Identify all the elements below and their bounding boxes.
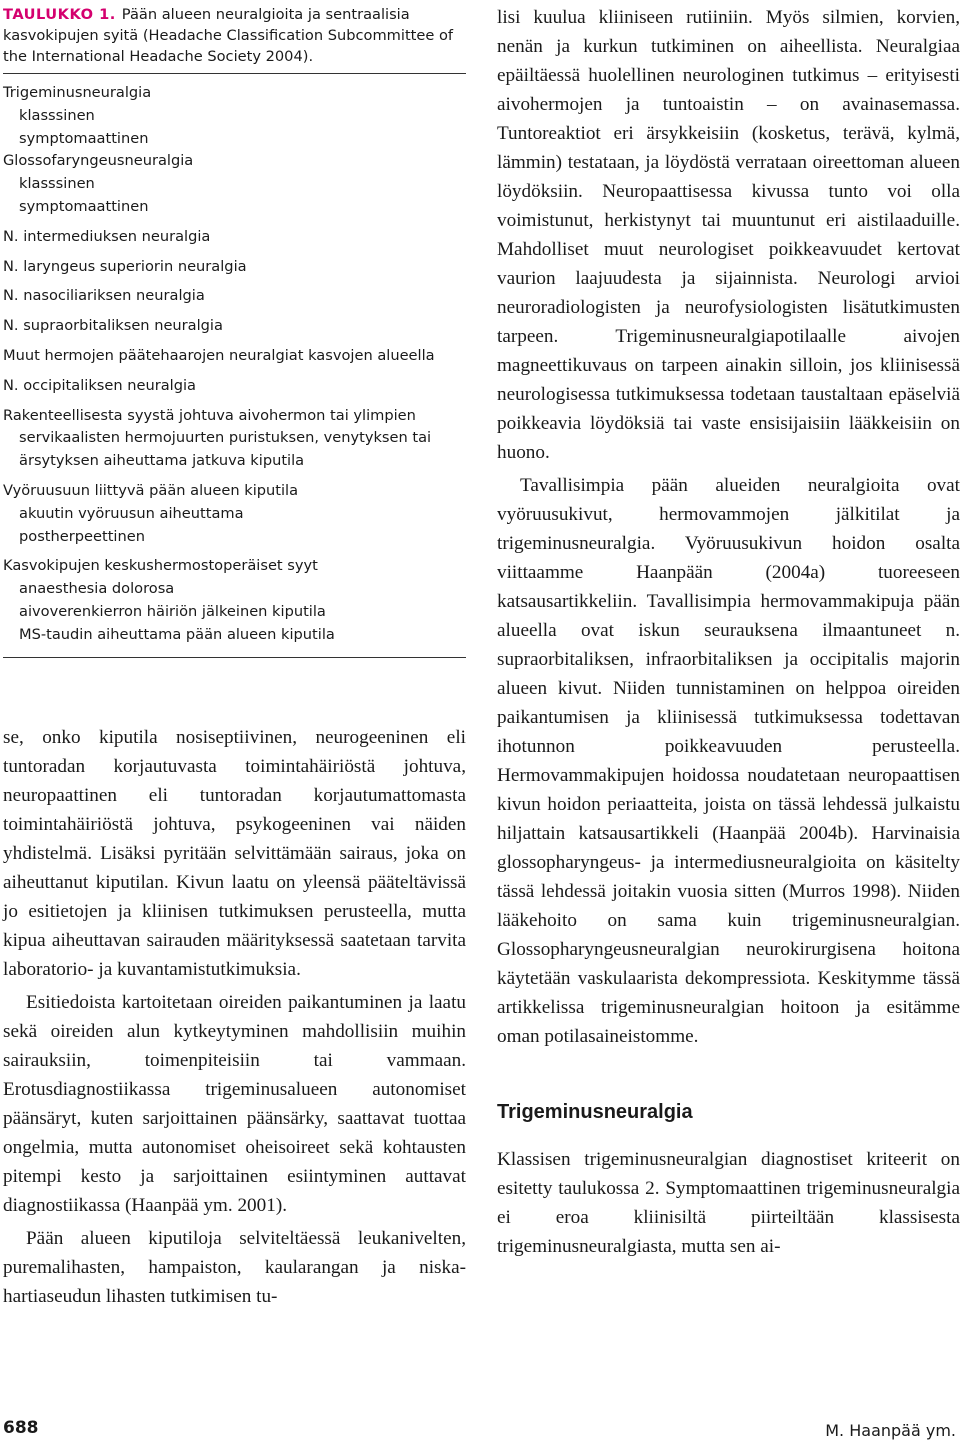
body-paragraph: lisi kuulua kliiniseen rutiiniin. Myös silmien, korvien, nenän ja kurkun tutkiminen on aiheellista. Neuralgiaa epäiltäessä huolellinen neurologinen tutkimus – erityisesti aivohermojen ja tuntoaistin – on avainasemassa. Tuntoreaktiot eri ärsykkeisiin (kosketus, terävä, kylmä, lämmin) testataan, ja löydöstä verrataan oireettoman alueen löydöksiin. Neuropaattisessa kivussa tunto voi olla voimistunut, herkistynyt tai muuntunut eri aistilaaduille. Mahdolliset muut neurologiset poikkeavuudet kertovat vaurion laajuudesta ja sijainnista. Neurologi arvioi neuroradiologisten ja neurofysiologisten lisätutkimusten tarpeen. Trigeminusneuralgiapotilaalle aivojen magneettikuvaus on tarpeen ainakin silloin, jos kliinisessä neurologisessa tutkimuksessa todetaan taustaltaan epäselviä poikkeavia löydöksiä tai vaste ensisijaisiin lääkkeisiin on huono. <box>497 7 960 463</box>
running-footer-author: M. Haanpää ym. <box>825 1421 956 1440</box>
section-heading: Trigeminusneuralgia <box>497 1101 693 1123</box>
page-number: 688 <box>3 1418 39 1438</box>
table-caption <box>3 4 466 74</box>
table-label: TAULUKKO 1. <box>3 6 116 23</box>
body-paragraph: Pään alueen kiputiloja selviteltäessä leukanivelten, puremalihasten, hampaiston, kaularangan ja niska-hartiaseudun lihasten tutkimisen tu- <box>3 1228 466 1307</box>
table-row-central-causes: Kasvokipujen keskushermostoperäiset syyt <box>3 557 318 575</box>
table-body <box>3 74 466 658</box>
body-paragraph: Klassisen trigeminusneuralgian diagnostiset kriteerit on esitetty taulukossa 2. Symptomaattinen trigeminusneuralgia ei eroa kliinisiltä piirteiltään klassisesta trigeminusneuralgiasta, mutta sen ai- <box>497 1149 960 1257</box>
table-subrow-classic: klasssinen <box>19 106 95 124</box>
table-subrow-symptomatic: symptomaattinen <box>19 197 149 215</box>
table-row-intermedius: N. intermediuksen neuralgia <box>3 227 211 245</box>
body-paragraph: Tavallisimpia pään alueiden neuralgioita ovat vyöruusukivut, hermovammojen jälkitilat ja trigeminusneuralgia. Vyöruusukivun hoidon osalta viittaamme Haanpään (2004a) tuoreeseen katsausartikkeliin. Tavallisimpia hermovammakipuja pään alueella ovat iskun seurauksena ilmaantuneet n. supraorbitaliksen, infraorbitaliksen ja occipitalis majorin alueen kivut. Niiden tunnistaminen on helppoa oireiden paikantumisen ja kliinisessä tutkimuksessa todettavan ihotunnon poikkeavuuden perusteella. Hermovammakipujen hoidossa noudatetaan neuropaattisen kivun hoidon periaatteita, joista on tässä lehdessä julkaistu hiljattain katsausartikkeli (Haanpää 2004b). Harvinaisia glossopharyngeus- ja intermediusneuralgioita on käsitelty tässä lehdessä joitakin vuosia sitten (Murros 1998). Niiden lääkehoito on sama kuin trigeminusneuralgian. Glossopharyngeusneuralgian neurokirurgisena hoitona käytetään vaskulaarista dekompressiota. Keskitymme tässä artikkelissa trigeminusneuralgian hoitoon ja esitämme oman potilasaineistomme. <box>497 475 960 1047</box>
table-1 <box>3 4 466 658</box>
table-subrow-postherpetic: postherpeettinen <box>19 527 145 545</box>
table-subrow-anaesthesia-dolorosa: anaesthesia dolorosa <box>19 580 175 598</box>
table-subrow-ms-pain: MS-taudin aiheuttama pään alueen kiputila <box>19 625 335 643</box>
table-row-occipitalis: N. occipitaliksen neuralgia <box>3 376 196 394</box>
table-row-herpes-zoster: Vyöruusuun liittyvä pään alueen kiputila <box>3 481 299 499</box>
right-column-text <box>497 3 960 1261</box>
table-subrow-symptomatic: symptomaattinen <box>19 129 149 147</box>
table-row-glossofaryngeusneuralgia: Glossofaryngeusneuralgia <box>3 152 194 170</box>
table-row-supraorbitalis: N. supraorbitaliksen neuralgia <box>3 317 223 335</box>
body-paragraph: se, onko kiputila nosiseptiivinen, neurogeeninen eli tuntoradan korjautuvasta toimintahäiriöstä johtuva, neuropaattinen eli tuntoradan korjautumattomasta toimintahäiriöstä johtuva, psykogeeninen vai näiden yhdistelmä. Lisäksi pyritään selvittämään sairaus, joka on aiheuttanut kiputilan. Kivun laatu on yleensä pääteltävissä jo esitietojen ja kliinisen tutkimuksen perusteella, mutta kipua aiheuttavan sairauden määrityksessä saatetaan tarvita laboratorio- ja kuvantamistutkimuksia. <box>3 727 466 980</box>
left-column-text <box>3 723 466 1311</box>
body-paragraph: Esitiedoista kartoitetaan oireiden paikantuminen ja laatu sekä oireiden alun kytkeytyminen mahdollisiin muihin sairauksiin, toimenpiteisiin tai vammaan. Erotusdiagnostiikassa trigeminusalueen autonomiset päänsäryt, kuten sarjoittainen päänsärky, saattavat tuottaa ongelmia, mutta autonomiset oheisoireet sekä kohtausten pitempi kesto ja sarjoittainen esiintyminen auttavat diagnostiikassa (Haanpää ym. 2001). <box>3 992 466 1216</box>
table-subrow-classic: klasssinen <box>19 175 95 193</box>
table-subrow-post-stroke: aivoverenkierron häiriön jälkeinen kiputila <box>19 602 326 620</box>
table-subrow-acute-zoster: akuutin vyöruusun aiheuttama <box>19 504 244 522</box>
table-row-trigeminusneuralgia: Trigeminusneuralgia <box>3 84 152 101</box>
table-row-nasociliaris: N. nasociliariksen neuralgia <box>3 287 205 305</box>
table-row-other-terminal-branches: Muut hermojen päätehaarojen neuralgiat kasvojen alueella <box>3 346 435 364</box>
table-row-laryngeus: N. laryngeus superiorin neuralgia <box>3 257 247 275</box>
table-caption-text: Pään alueen neuralgioita ja sentraalisia kasvokipujen syitä (Headache Classification Subcommittee of the International Headache Society 2004). <box>3 6 454 65</box>
table-row-structural-compression: Rakenteellisesta syystä johtuva aivohermon tai ylimpien servikaalisten hermojuurten puristuksen, venytyksen tai ärsytyksen aiheuttama jatkuva kiputila <box>3 406 432 470</box>
